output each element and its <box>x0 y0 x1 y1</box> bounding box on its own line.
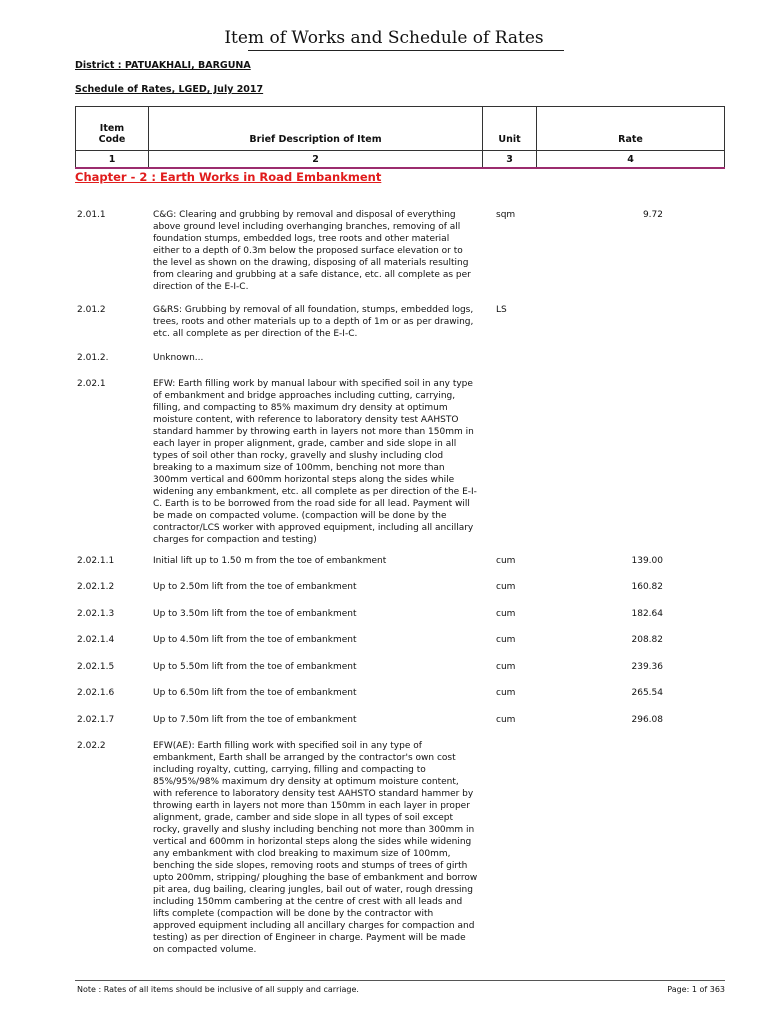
item-description: Unknown... <box>153 353 204 363</box>
header-description: Brief Description of Item <box>149 107 483 151</box>
item-rate: 296.08 <box>631 715 663 725</box>
header-col-4: 4 <box>537 151 725 169</box>
item-description: Initial lift up to 1.50 m from the toe of embankment <box>153 556 387 566</box>
item-unit: cum <box>496 662 516 672</box>
item-rate: 208.82 <box>631 635 663 645</box>
item-unit: cum <box>496 609 516 619</box>
footer-rule <box>75 980 725 981</box>
item-description: Up to 5.50m lift from the toe of embankment <box>153 662 357 672</box>
item-rate: 9.72 <box>642 210 663 220</box>
item-code: 2.02.1.7 <box>77 715 115 725</box>
item-description: Up to 4.50m lift from the toe of embankment <box>153 635 357 645</box>
header-unit: Unit <box>483 107 537 151</box>
item-code: 2.02.1.4 <box>77 635 115 645</box>
item-code: 2.01.1 <box>77 210 106 220</box>
item-unit: sqm <box>496 210 516 220</box>
item-code: 2.02.1 <box>77 379 106 389</box>
footer-note: Note : Rates of all items should be inclusive of all supply and carriage. <box>77 985 359 994</box>
item-description: Up to 7.50m lift from the toe of embankment <box>153 715 357 725</box>
item-description: EFW(AE): Earth filling work with specified soil in any type of embankment, Earth shall be arranged by the contractor's own cost including royalty, cutting, carrying, filling and compacting to 85%/95%/98% maximum dry density at optimum moisture content, with reference to laboratory density test AAHSTO standard hammer by throwing earth in layers not more than 150mm in each layer in proper alignment, grade, camber and side slope in all types of soil except rocky, gravelly and slushy including benching not more than 300mm in vertical and 600mm in horizontal steps along the sides while widening any embankment with clod breaking to maximum size of 100mm, benching the side slopes, removing roots and stumps of trees of girth upto 200mm, stripping/ ploughing the base of embankment and borrow pit area, dug bailing, clearing jungles, bail out of water, rough dressing including 150mm cambering at the centre of crest with all leads and lifts complete (compaction will be done by the contractor with approved equipment including all ancillary charges for compaction and testing) as per direction of Engineer in charge. Payment will be made on compacted volume. <box>153 741 478 955</box>
item-code: 2.02.1.6 <box>77 688 115 698</box>
item-code: 2.01.2 <box>77 305 106 315</box>
chapter-heading: Chapter - 2 : Earth Works in Road Embankment <box>75 170 382 184</box>
item-unit: cum <box>496 635 516 645</box>
item-code: 2.02.1.2 <box>77 582 115 592</box>
title-underline <box>248 50 564 51</box>
item-description: Up to 2.50m lift from the toe of embankment <box>153 582 357 592</box>
item-code: 2.01.2. <box>77 353 109 363</box>
item-rate: 182.64 <box>631 609 663 619</box>
header-col-3: 3 <box>483 151 537 169</box>
item-code: 2.02.1.1 <box>77 556 115 566</box>
item-unit: cum <box>496 688 516 698</box>
header-col-2: 2 <box>149 151 483 169</box>
item-code: 2.02.1.5 <box>77 662 115 672</box>
item-description: EFW: Earth filling work by manual labour with specified soil in any type of embankment and bridge approaches including cutting, carrying, filling, and compacting to 85% maximum dry density at optimum moisture content, with reference to laboratory density test AAHSTO standard hammer by throwing earth in layers not more than 150mm in each layer in proper alignment, grade, camber and side slope in all types of soil other than rocky, gravelly and slushy including clod breaking to a maximum size of 100mm, benching not more than 300mm vertical and 600mm horizontal steps along the sides while widening any embankment, etc. all complete as per direction of the E-I-C. Earth is to be borrowed from the road side for all lead. Payment will be made on compacted volume. (compaction will be done by the contractor/LCS worker with approved equipment, including all ancillary charges for compaction and testing) <box>153 379 477 545</box>
column-header-table <box>75 106 725 169</box>
item-description: G&RS: Grubbing by removal of all foundation, stumps, embedded logs, trees, roots and other materials up to a depth of 1m or as per drawing, etc. all complete as per direction of the E-I-C. <box>153 305 474 339</box>
header-col-1: 1 <box>76 151 149 169</box>
item-code: 2.02.2 <box>77 741 106 751</box>
item-description: Up to 3.50m lift from the toe of embankment <box>153 609 357 619</box>
item-unit: LS <box>496 305 507 315</box>
header-item-code-line1: Item <box>99 123 125 134</box>
document-title: Item of Works and Schedule of Rates <box>224 28 544 48</box>
item-description: Up to 6.50m lift from the toe of embankment <box>153 688 357 698</box>
header-item-code <box>76 107 149 151</box>
header-rate: Rate <box>537 107 725 151</box>
item-description: C&G: Clearing and grubbing by removal and disposal of everything above ground level including overhanging branches, removing of all foundation stumps, embedded logs, tree roots and other material either to a depth of 0.3m below the proposed surface elevation or to the level as shown on the drawing, disposing of all materials resulting from clearing and grubbing at a safe distance, etc. all complete as per direction of the E-I-C. <box>153 210 471 292</box>
header-item-code-line2: Code <box>98 134 126 145</box>
page-number: Page: 1 of 363 <box>667 985 725 994</box>
district-line: District : PATUAKHALI, BARGUNA <box>75 60 251 71</box>
item-rate: 265.54 <box>631 688 663 698</box>
schedule-line: Schedule of Rates, LGED, July 2017 <box>75 84 264 95</box>
item-rate: 139.00 <box>631 556 663 566</box>
item-rate: 239.36 <box>631 662 663 672</box>
item-code: 2.02.1.3 <box>77 609 115 619</box>
item-unit: cum <box>496 582 516 592</box>
item-unit: cum <box>496 715 516 725</box>
item-rate: 160.82 <box>631 582 663 592</box>
item-unit: cum <box>496 556 516 566</box>
